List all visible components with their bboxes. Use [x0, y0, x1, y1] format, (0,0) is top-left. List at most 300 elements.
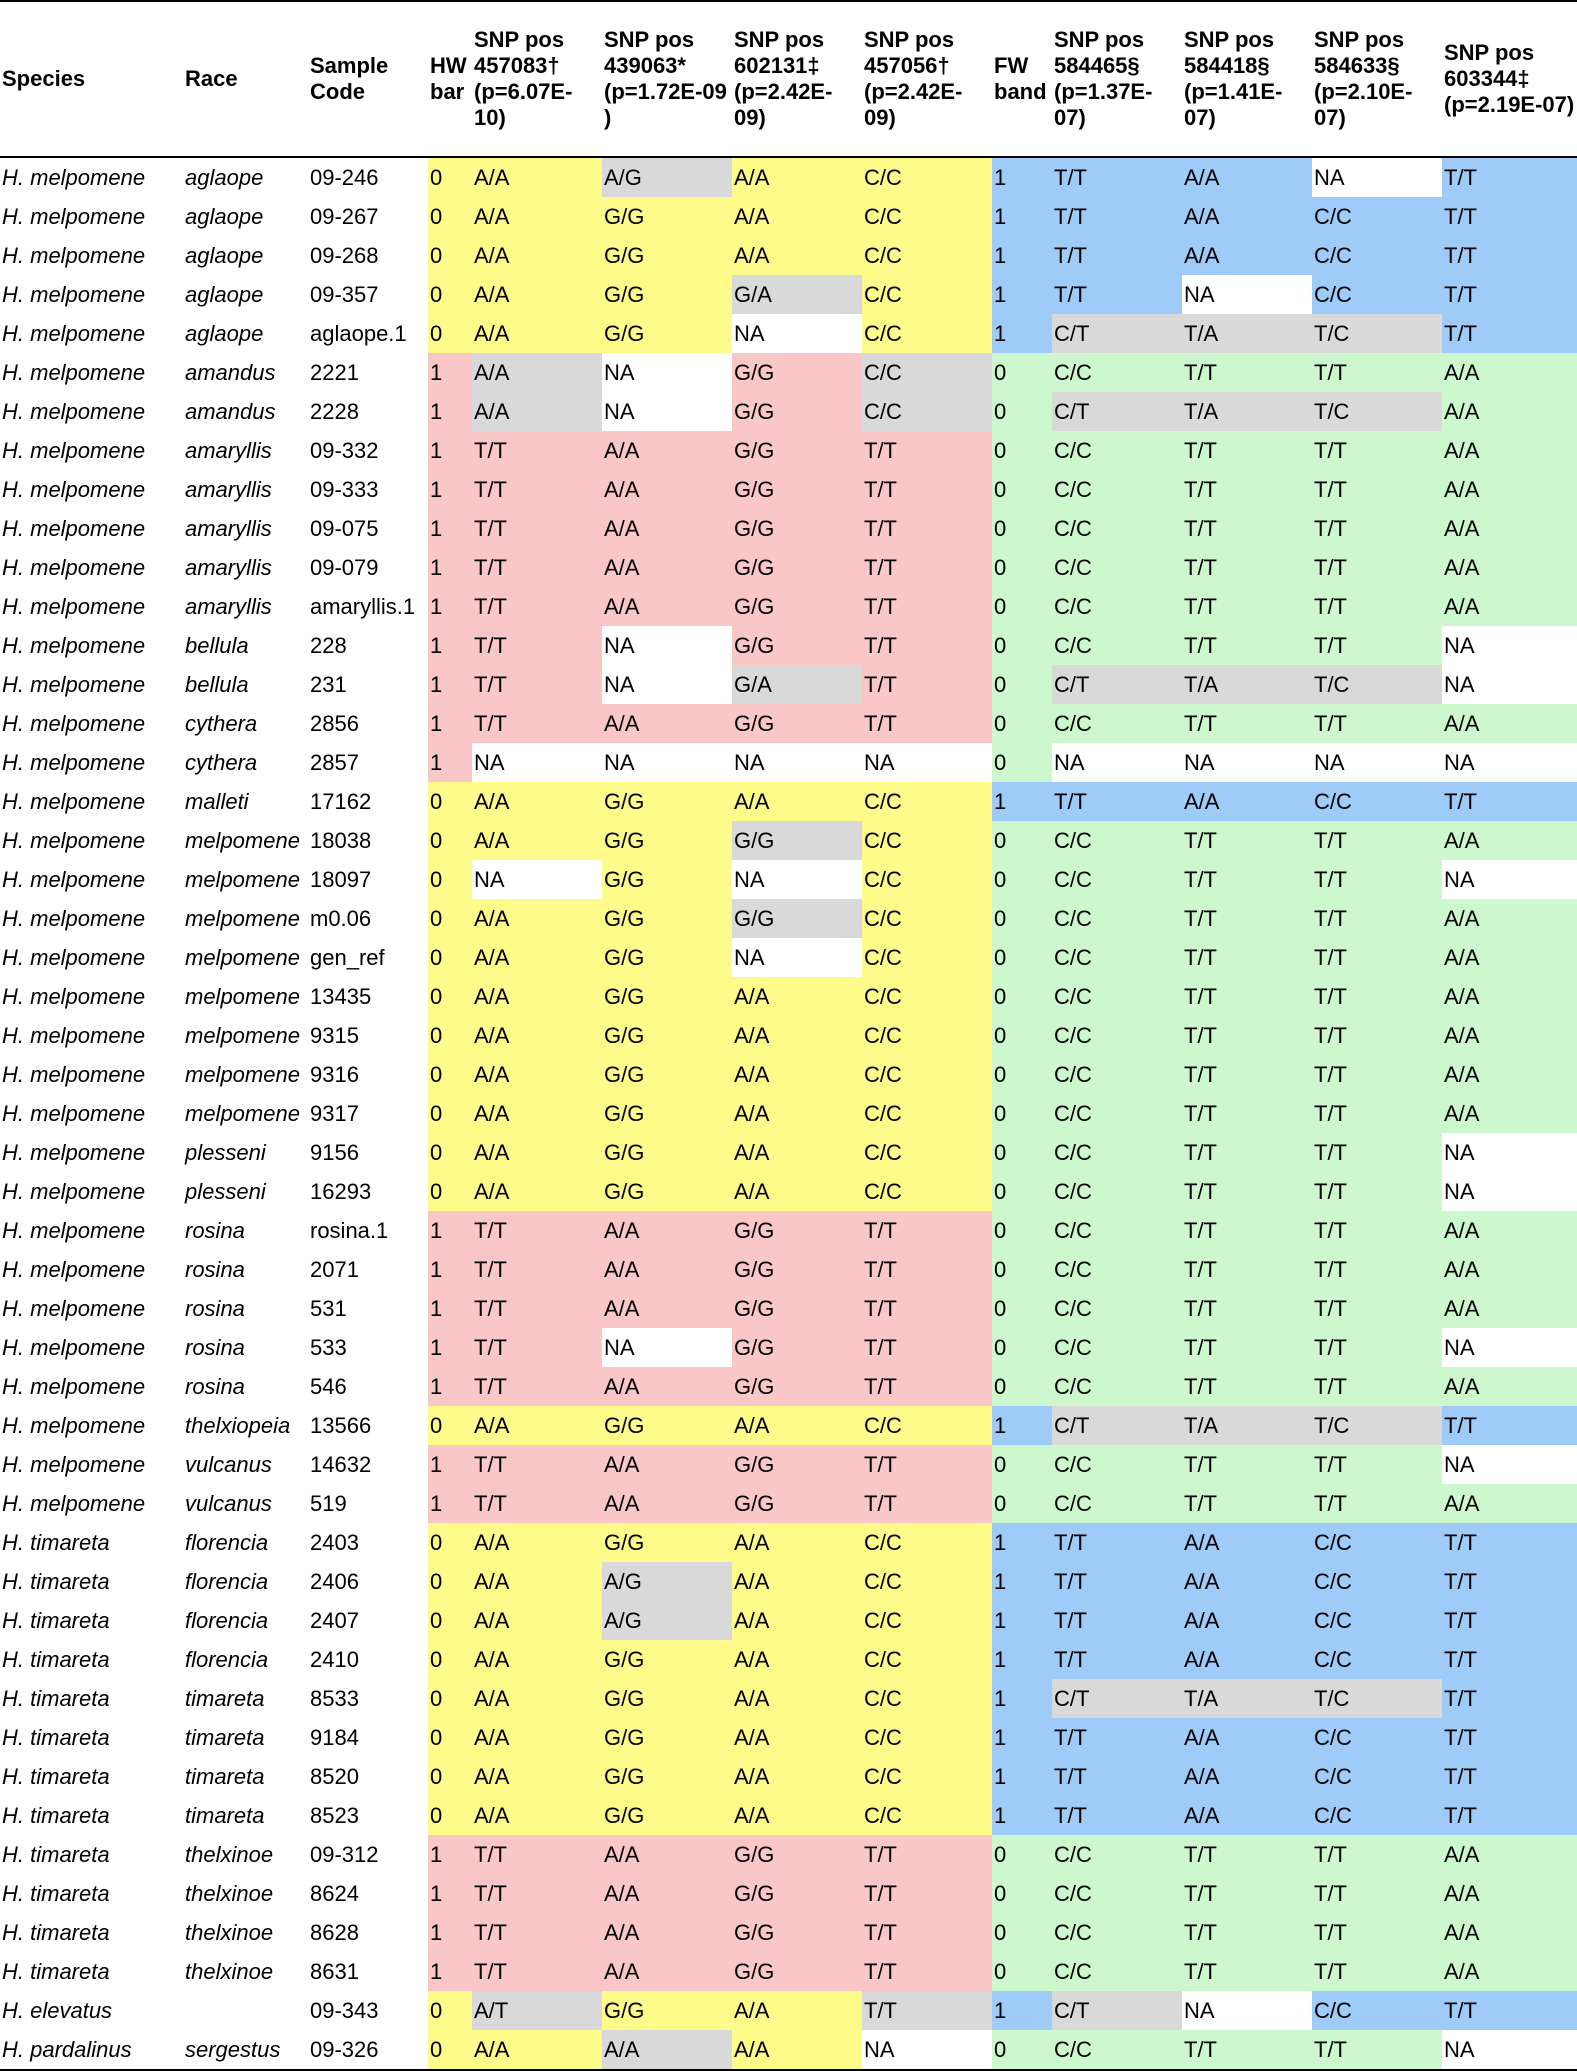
- cell-snp-584633: T/T: [1312, 1484, 1442, 1523]
- cell-species: H. melpomene: [2, 1256, 146, 1282]
- cell-species: H. melpomene: [2, 788, 146, 814]
- cell-snp-457083: A/A: [472, 1796, 602, 1835]
- cell-snp-603344: T/T: [1442, 157, 1577, 197]
- cell-fw-band: 0: [992, 1913, 1052, 1952]
- cell-snp-584633: T/T: [1312, 1289, 1442, 1328]
- cell-species: H. melpomene: [2, 632, 146, 658]
- cell-race: rosina: [185, 1373, 245, 1399]
- cell-species: H. melpomene: [2, 437, 146, 463]
- cell-snp-584418: T/T: [1182, 704, 1312, 743]
- cell-sample-code: gen_ref: [310, 944, 385, 970]
- cell-snp-457056: T/T: [862, 1952, 992, 1991]
- cell-snp-457056: C/C: [862, 1094, 992, 1133]
- cell-snp-439063: G/G: [602, 1640, 732, 1679]
- cell-sample-code: 2403: [310, 1529, 359, 1555]
- cell-snp-584633: T/C: [1312, 665, 1442, 704]
- cell-hw-bar: 1: [428, 1211, 472, 1250]
- cell-snp-602131: A/A: [732, 1406, 862, 1445]
- cell-snp-584465: C/C: [1052, 587, 1182, 626]
- cell-hw-bar: 1: [428, 1835, 472, 1874]
- table-row: [0, 1250, 1577, 1289]
- cell-fw-band: 1: [992, 314, 1052, 353]
- table-row: [0, 743, 1577, 782]
- cell-snp-584633: T/T: [1312, 821, 1442, 860]
- cell-sample-code: 14632: [310, 1451, 372, 1477]
- cell-snp-584465: C/C: [1052, 938, 1182, 977]
- cell-snp-584465: C/C: [1052, 470, 1182, 509]
- cell-snp-439063: G/G: [602, 236, 732, 275]
- cell-fw-band: 1: [992, 1640, 1052, 1679]
- cell-snp-457056: T/T: [862, 665, 992, 704]
- cell-snp-584633: T/C: [1312, 392, 1442, 431]
- cell-sample-code: 533: [310, 1334, 347, 1360]
- table-row: [0, 1445, 1577, 1484]
- cell-snp-584465: C/C: [1052, 1913, 1182, 1952]
- cell-snp-602131: G/G: [732, 548, 862, 587]
- cell-hw-bar: 0: [428, 1796, 472, 1835]
- cell-snp-603344: A/A: [1442, 704, 1577, 743]
- cell-fw-band: 1: [992, 1991, 1052, 2030]
- cell-species: H. melpomene: [2, 1061, 146, 1087]
- cell-snp-602131: G/G: [732, 1913, 862, 1952]
- cell-snp-457083: A/A: [472, 1757, 602, 1796]
- cell-snp-603344: A/A: [1442, 1016, 1577, 1055]
- cell-snp-602131: NA: [732, 938, 862, 977]
- cell-species: H. melpomene: [2, 866, 146, 892]
- cell-snp-457056: T/T: [862, 1991, 992, 2030]
- table-row: [0, 1094, 1577, 1133]
- cell-snp-603344: A/A: [1442, 1913, 1577, 1952]
- cell-snp-584633: T/T: [1312, 1172, 1442, 1211]
- cell-snp-457083: A/A: [472, 1094, 602, 1133]
- table-row: [0, 1718, 1577, 1757]
- cell-snp-584418: A/A: [1182, 782, 1312, 821]
- cell-snp-584418: A/A: [1182, 1601, 1312, 1640]
- table-row: [0, 977, 1577, 1016]
- cell-snp-602131: A/A: [732, 1094, 862, 1133]
- cell-snp-584465: C/C: [1052, 431, 1182, 470]
- cell-snp-584465: T/T: [1052, 1640, 1182, 1679]
- cell-snp-584633: C/C: [1312, 275, 1442, 314]
- cell-sample-code: 531: [310, 1295, 347, 1321]
- cell-snp-457083: T/T: [472, 704, 602, 743]
- cell-hw-bar: 1: [428, 392, 472, 431]
- table-row: [0, 1757, 1577, 1796]
- cell-snp-584465: C/C: [1052, 1133, 1182, 1172]
- cell-snp-602131: A/A: [732, 236, 862, 275]
- cell-snp-457083: T/T: [472, 1289, 602, 1328]
- cell-snp-603344: A/A: [1442, 470, 1577, 509]
- cell-snp-584418: T/A: [1182, 392, 1312, 431]
- cell-hw-bar: 0: [428, 899, 472, 938]
- cell-hw-bar: 0: [428, 1718, 472, 1757]
- cell-species: H. melpomene: [2, 515, 146, 541]
- cell-species: H. melpomene: [2, 203, 146, 229]
- cell-race: aglaope: [185, 281, 264, 307]
- cell-snp-457056: C/C: [862, 197, 992, 236]
- cell-snp-603344: A/A: [1442, 587, 1577, 626]
- cell-snp-584633: T/T: [1312, 977, 1442, 1016]
- cell-sample-code: 09-246: [310, 164, 379, 190]
- cell-snp-457056: T/T: [862, 470, 992, 509]
- cell-race: plesseni: [185, 1139, 266, 1165]
- cell-snp-584465: C/C: [1052, 353, 1182, 392]
- cell-snp-584633: C/C: [1312, 1640, 1442, 1679]
- cell-snp-439063: NA: [602, 392, 732, 431]
- cell-snp-603344: NA: [1442, 1328, 1577, 1367]
- cell-race: thelxinoe: [185, 1880, 274, 1906]
- cell-snp-457056: C/C: [862, 236, 992, 275]
- cell-hw-bar: 0: [428, 1172, 472, 1211]
- cell-snp-584465: C/C: [1052, 1328, 1182, 1367]
- table-row: [0, 236, 1577, 275]
- column-header-species: Species: [2, 66, 86, 91]
- cell-snp-457083: A/A: [472, 1016, 602, 1055]
- cell-race: plesseni: [185, 1178, 266, 1204]
- cell-snp-602131: NA: [732, 743, 862, 782]
- cell-snp-439063: A/A: [602, 1835, 732, 1874]
- cell-snp-603344: NA: [1442, 1133, 1577, 1172]
- cell-snp-603344: A/A: [1442, 1367, 1577, 1406]
- cell-snp-457056: T/T: [862, 1913, 992, 1952]
- cell-snp-439063: A/A: [602, 1289, 732, 1328]
- cell-snp-602131: A/A: [732, 977, 862, 1016]
- column-header-snp-457056: SNP pos 457056† (p=2.42E-09): [864, 27, 963, 130]
- cell-fw-band: 1: [992, 236, 1052, 275]
- cell-species: H. melpomene: [2, 359, 146, 385]
- cell-snp-602131: A/A: [732, 1601, 862, 1640]
- cell-species: H. timareta: [2, 1724, 110, 1750]
- cell-snp-584633: T/T: [1312, 587, 1442, 626]
- cell-snp-584465: T/T: [1052, 1562, 1182, 1601]
- cell-fw-band: 0: [992, 743, 1052, 782]
- cell-sample-code: 17162: [310, 788, 372, 814]
- cell-species: H. melpomene: [2, 1295, 146, 1321]
- cell-snp-584633: C/C: [1312, 197, 1442, 236]
- cell-hw-bar: 1: [428, 470, 472, 509]
- cell-snp-602131: G/G: [732, 1874, 862, 1913]
- cell-race: florencia: [185, 1607, 269, 1633]
- cell-snp-584465: T/T: [1052, 1757, 1182, 1796]
- cell-snp-584418: T/T: [1182, 1289, 1312, 1328]
- cell-snp-584633: T/T: [1312, 1952, 1442, 1991]
- cell-snp-457083: A/A: [472, 977, 602, 1016]
- cell-fw-band: 1: [992, 275, 1052, 314]
- cell-snp-602131: G/G: [732, 1289, 862, 1328]
- cell-race: timareta: [185, 1763, 265, 1789]
- cell-hw-bar: 0: [428, 1523, 472, 1562]
- cell-snp-584633: T/T: [1312, 1835, 1442, 1874]
- cell-snp-439063: A/A: [602, 1484, 732, 1523]
- cell-snp-457056: C/C: [862, 1796, 992, 1835]
- cell-snp-602131: G/G: [732, 821, 862, 860]
- cell-snp-457083: A/A: [472, 157, 602, 197]
- cell-snp-457083: T/T: [472, 626, 602, 665]
- cell-snp-457083: T/T: [472, 1367, 602, 1406]
- cell-snp-602131: A/A: [732, 1757, 862, 1796]
- cell-hw-bar: 1: [428, 548, 472, 587]
- cell-snp-584418: T/A: [1182, 1679, 1312, 1718]
- cell-species: H. timareta: [2, 1568, 110, 1594]
- cell-fw-band: 0: [992, 899, 1052, 938]
- cell-snp-602131: A/A: [732, 1133, 862, 1172]
- cell-snp-603344: A/A: [1442, 548, 1577, 587]
- cell-snp-457056: T/T: [862, 431, 992, 470]
- cell-race: sergestus: [185, 2036, 281, 2062]
- table-row: [0, 1484, 1577, 1523]
- cell-snp-584465: C/C: [1052, 1367, 1182, 1406]
- cell-sample-code: 09-267: [310, 203, 379, 229]
- cell-snp-584465: T/T: [1052, 1796, 1182, 1835]
- cell-snp-457083: T/T: [472, 470, 602, 509]
- cell-snp-584465: C/T: [1052, 1991, 1182, 2030]
- cell-sample-code: rosina.1: [310, 1217, 389, 1243]
- cell-snp-603344: A/A: [1442, 1289, 1577, 1328]
- cell-snp-439063: A/A: [602, 548, 732, 587]
- cell-hw-bar: 1: [428, 1328, 472, 1367]
- cell-species: H. melpomene: [2, 593, 146, 619]
- cell-snp-603344: A/A: [1442, 1835, 1577, 1874]
- cell-snp-584418: T/T: [1182, 548, 1312, 587]
- table-row: [0, 353, 1577, 392]
- cell-snp-457083: T/T: [472, 1328, 602, 1367]
- cell-race: malleti: [185, 788, 249, 814]
- cell-snp-584465: C/C: [1052, 1289, 1182, 1328]
- cell-snp-584465: C/C: [1052, 548, 1182, 587]
- cell-snp-584418: T/T: [1182, 587, 1312, 626]
- cell-snp-584418: T/T: [1182, 509, 1312, 548]
- cell-snp-603344: A/A: [1442, 1211, 1577, 1250]
- cell-snp-584418: NA: [1182, 743, 1312, 782]
- cell-species: H. timareta: [2, 1685, 110, 1711]
- cell-hw-bar: 0: [428, 157, 472, 197]
- cell-snp-457056: C/C: [862, 977, 992, 1016]
- cell-fw-band: 0: [992, 938, 1052, 977]
- cell-snp-457056: T/T: [862, 509, 992, 548]
- cell-snp-457056: T/T: [862, 1445, 992, 1484]
- column-header-hw-bar: HW bar: [430, 53, 467, 104]
- cell-fw-band: 1: [992, 1796, 1052, 1835]
- cell-race: amaryllis: [185, 437, 272, 463]
- cell-sample-code: 09-343: [310, 1997, 379, 2023]
- cell-race: amandus: [185, 359, 276, 385]
- cell-sample-code: 09-357: [310, 281, 379, 307]
- cell-sample-code: 9315: [310, 1022, 359, 1048]
- cell-snp-584418: T/T: [1182, 1445, 1312, 1484]
- cell-snp-584633: C/C: [1312, 1601, 1442, 1640]
- cell-sample-code: 546: [310, 1373, 347, 1399]
- cell-snp-584465: T/T: [1052, 1523, 1182, 1562]
- cell-species: H. timareta: [2, 1763, 110, 1789]
- cell-hw-bar: 0: [428, 2030, 472, 2070]
- cell-snp-584465: T/T: [1052, 236, 1182, 275]
- cell-snp-457083: T/T: [472, 1445, 602, 1484]
- cell-snp-584418: T/A: [1182, 1406, 1312, 1445]
- cell-sample-code: 18038: [310, 827, 372, 853]
- cell-snp-584418: T/A: [1182, 314, 1312, 353]
- cell-race: melpomene: [185, 1100, 300, 1126]
- table-row: [0, 1835, 1577, 1874]
- cell-snp-457083: NA: [472, 743, 602, 782]
- cell-snp-602131: A/A: [732, 1016, 862, 1055]
- cell-snp-584465: C/C: [1052, 821, 1182, 860]
- cell-race: aglaope: [185, 242, 264, 268]
- cell-sample-code: 09-075: [310, 515, 379, 541]
- cell-snp-603344: NA: [1442, 626, 1577, 665]
- cell-hw-bar: 1: [428, 1367, 472, 1406]
- cell-hw-bar: 0: [428, 1562, 472, 1601]
- cell-snp-603344: A/A: [1442, 1874, 1577, 1913]
- cell-race: florencia: [185, 1568, 269, 1594]
- cell-species: H. melpomene: [2, 1490, 146, 1516]
- table-row: [0, 1406, 1577, 1445]
- cell-sample-code: 2407: [310, 1607, 359, 1633]
- cell-snp-584418: T/T: [1182, 1016, 1312, 1055]
- cell-snp-439063: A/A: [602, 1367, 732, 1406]
- cell-fw-band: 0: [992, 1952, 1052, 1991]
- cell-fw-band: 1: [992, 1406, 1052, 1445]
- cell-snp-584418: A/A: [1182, 1523, 1312, 1562]
- cell-snp-439063: A/A: [602, 1211, 732, 1250]
- cell-sample-code: 519: [310, 1490, 347, 1516]
- cell-species: H. melpomene: [2, 1217, 146, 1243]
- cell-snp-584418: T/T: [1182, 899, 1312, 938]
- cell-fw-band: 0: [992, 1367, 1052, 1406]
- cell-snp-603344: A/A: [1442, 1094, 1577, 1133]
- cell-snp-602131: A/A: [732, 1679, 862, 1718]
- cell-snp-584465: T/T: [1052, 1601, 1182, 1640]
- cell-hw-bar: 0: [428, 1406, 472, 1445]
- cell-hw-bar: 1: [428, 1250, 472, 1289]
- cell-hw-bar: 0: [428, 1640, 472, 1679]
- cell-hw-bar: 1: [428, 1289, 472, 1328]
- cell-snp-439063: G/G: [602, 1016, 732, 1055]
- cell-snp-584418: T/T: [1182, 626, 1312, 665]
- cell-snp-603344: NA: [1442, 1445, 1577, 1484]
- cell-sample-code: 2228: [310, 398, 359, 424]
- cell-hw-bar: 0: [428, 1055, 472, 1094]
- cell-snp-584418: A/A: [1182, 1796, 1312, 1835]
- cell-snp-439063: G/G: [602, 1172, 732, 1211]
- column-header-sample-code: Sample Code: [310, 53, 389, 104]
- cell-snp-584418: T/T: [1182, 1094, 1312, 1133]
- cell-snp-584418: T/T: [1182, 938, 1312, 977]
- cell-snp-584465: T/T: [1052, 782, 1182, 821]
- cell-snp-602131: G/G: [732, 392, 862, 431]
- cell-hw-bar: 0: [428, 1094, 472, 1133]
- cell-snp-439063: G/G: [602, 275, 732, 314]
- table-row: [0, 1367, 1577, 1406]
- cell-species: H. melpomene: [2, 281, 146, 307]
- cell-snp-602131: G/G: [732, 1328, 862, 1367]
- cell-race: thelxiopeia: [185, 1412, 291, 1438]
- cell-sample-code: 8624: [310, 1880, 359, 1906]
- cell-snp-457083: A/A: [472, 353, 602, 392]
- cell-race: melpomene: [185, 944, 300, 970]
- cell-snp-602131: NA: [732, 314, 862, 353]
- cell-snp-584465: C/C: [1052, 1874, 1182, 1913]
- cell-snp-602131: A/A: [732, 1796, 862, 1835]
- column-header-snp-584633: SNP pos 584633§ (p=2.10E-07): [1314, 27, 1413, 130]
- cell-race: amaryllis: [185, 593, 272, 619]
- cell-fw-band: 0: [992, 548, 1052, 587]
- cell-snp-584633: T/T: [1312, 2030, 1442, 2070]
- cell-species: H. melpomene: [2, 164, 146, 190]
- table-row: [0, 1562, 1577, 1601]
- cell-snp-439063: A/A: [602, 470, 732, 509]
- cell-hw-bar: 1: [428, 704, 472, 743]
- cell-snp-603344: T/T: [1442, 1796, 1577, 1835]
- cell-snp-457056: C/C: [862, 860, 992, 899]
- table-row: [0, 197, 1577, 236]
- cell-snp-457056: T/T: [862, 1289, 992, 1328]
- cell-race: rosina: [185, 1217, 245, 1243]
- cell-snp-584418: NA: [1182, 1991, 1312, 2030]
- cell-snp-603344: A/A: [1442, 392, 1577, 431]
- cell-snp-584418: A/A: [1182, 1757, 1312, 1796]
- cell-snp-439063: G/G: [602, 1679, 732, 1718]
- cell-race: florencia: [185, 1646, 269, 1672]
- cell-snp-602131: A/A: [732, 1991, 862, 2030]
- cell-snp-457083: A/A: [472, 1406, 602, 1445]
- cell-hw-bar: 0: [428, 1601, 472, 1640]
- cell-snp-457083: T/T: [472, 1913, 602, 1952]
- table-row: [0, 938, 1577, 977]
- cell-snp-584465: C/T: [1052, 1406, 1182, 1445]
- cell-snp-584418: T/T: [1182, 1211, 1312, 1250]
- table-row: [0, 1523, 1577, 1562]
- cell-snp-439063: G/G: [602, 1055, 732, 1094]
- column-header-snp-584465: SNP pos 584465§ (p=1.37E-07): [1054, 27, 1153, 130]
- cell-race: bellula: [185, 632, 249, 658]
- cell-sample-code: 09-268: [310, 242, 379, 268]
- cell-snp-584418: T/T: [1182, 353, 1312, 392]
- table-row: [0, 860, 1577, 899]
- cell-race: melpomene: [185, 1061, 300, 1087]
- table-row: [0, 1172, 1577, 1211]
- cell-snp-584633: T/T: [1312, 1445, 1442, 1484]
- column-header-snp-584418: SNP pos 584418§ (p=1.41E-07): [1184, 27, 1283, 130]
- cell-race: amaryllis: [185, 554, 272, 580]
- cell-fw-band: 0: [992, 1835, 1052, 1874]
- cell-snp-457056: C/C: [862, 1562, 992, 1601]
- cell-snp-602131: A/A: [732, 157, 862, 197]
- cell-snp-584633: T/T: [1312, 860, 1442, 899]
- cell-snp-602131: G/G: [732, 1250, 862, 1289]
- cell-snp-439063: G/G: [602, 1406, 732, 1445]
- cell-snp-584418: A/A: [1182, 1562, 1312, 1601]
- cell-species: H. melpomene: [2, 1334, 146, 1360]
- cell-snp-584418: T/T: [1182, 1328, 1312, 1367]
- cell-species: H. melpomene: [2, 242, 146, 268]
- cell-species: H. melpomene: [2, 398, 146, 424]
- cell-snp-457056: C/C: [862, 1133, 992, 1172]
- cell-snp-584418: A/A: [1182, 1640, 1312, 1679]
- cell-snp-584633: C/C: [1312, 1718, 1442, 1757]
- cell-snp-439063: A/A: [602, 1445, 732, 1484]
- table-row: [0, 1952, 1577, 1991]
- cell-race: aglaope: [185, 320, 264, 346]
- column-header-fw-band: FW band: [994, 53, 1047, 104]
- cell-race: bellula: [185, 671, 249, 697]
- cell-snp-457056: T/T: [862, 1835, 992, 1874]
- cell-snp-457083: T/T: [472, 1874, 602, 1913]
- cell-snp-457083: A/A: [472, 236, 602, 275]
- cell-snp-457083: T/T: [472, 548, 602, 587]
- table-row: [0, 1055, 1577, 1094]
- cell-snp-457083: A/A: [472, 1679, 602, 1718]
- cell-fw-band: 0: [992, 509, 1052, 548]
